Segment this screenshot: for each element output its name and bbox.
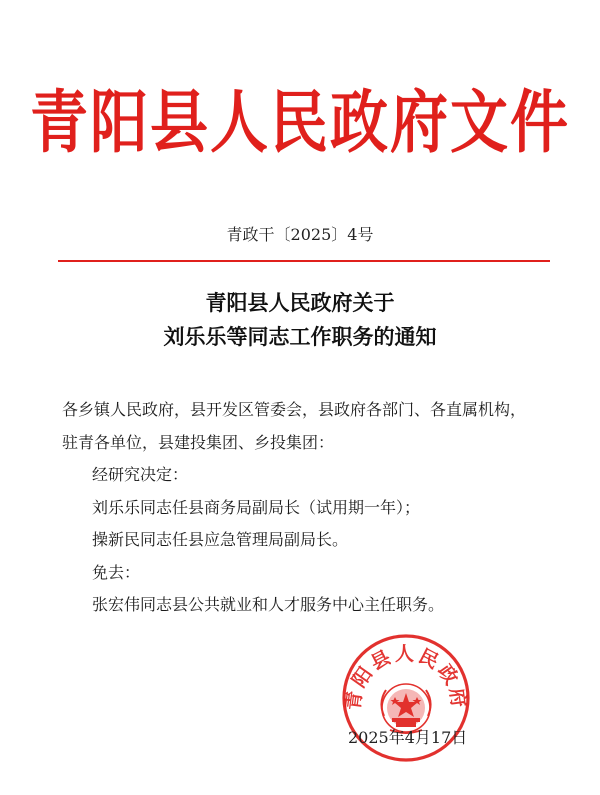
subject-line-2: 刘乐乐等同志工作职务的通知: [163, 324, 437, 349]
recipients-line-2: 驻青各单位，县建投集团、乡投集团：: [62, 432, 335, 452]
document-number: 青政干〔2025〕4号: [226, 225, 374, 244]
appointment-item-1: 刘乐乐同志任县商务局副局长（试用期一年）；: [92, 497, 421, 517]
recipients-line-1: 各乡镇人民政府，县开发区管委会，县政府各部门、各直属机构，: [62, 400, 527, 419]
decision-intro: 经研究决定：: [92, 465, 189, 484]
document-date: 2025年4月17日: [348, 728, 468, 747]
document-header-title: 青阳县人民政府文件: [29, 82, 570, 163]
seal-text: 青阳县人民政府: [342, 643, 470, 712]
appointment-item-2: 操新民同志任县应急管理局副局长。: [92, 530, 349, 549]
removal-intro: 免去：: [92, 562, 141, 582]
header-divider: [58, 260, 550, 262]
subject-line-1: 青阳县人民政府关于: [205, 290, 395, 315]
document-body: [62, 394, 562, 622]
emblem-icon: [381, 684, 430, 733]
removal-item-1: 张宏伟同志县公共就业和人才服务中心主任职务。: [92, 595, 445, 614]
document-subject: [0, 286, 600, 354]
